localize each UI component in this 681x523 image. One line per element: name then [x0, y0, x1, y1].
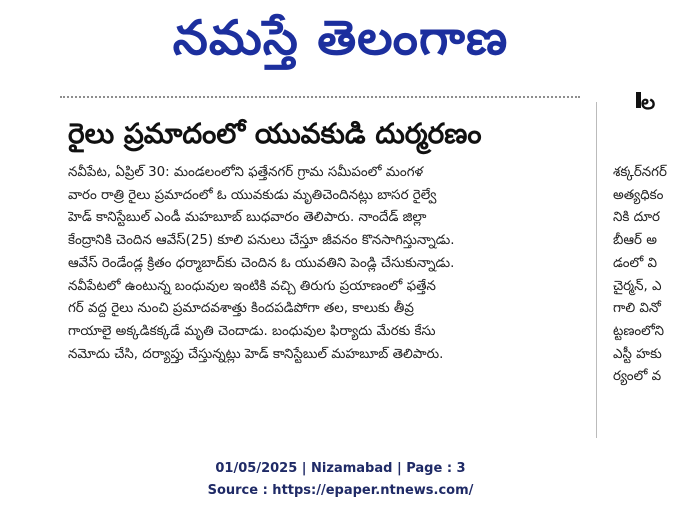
- source-footer: [0, 458, 681, 502]
- newspaper-clipping: [60, 92, 681, 438]
- side-line: చైర్మన్, ఎ: [613, 278, 662, 294]
- article-line: హెడ్ కానిస్టేబుల్ ఎండీ మహబూబ్ బుధవారం తెలిపారు. నాందేడ్ జిల్లా: [68, 210, 427, 226]
- column-divider: [596, 102, 597, 438]
- adjacent-headline-fragment: ల: [636, 92, 681, 108]
- article-line: నమోదు చేసి, దర్యాప్తు చేస్తున్నట్లు హెడ్ కానిస్టేబుల్ మహబూబ్ తెలిపారు.: [68, 346, 444, 362]
- article-line: నవీపేట, ఏప్రిల్ 30: మండలంలోని ఫత్తేనగర్ గ్రామ సమీపంలో మంగళ: [68, 165, 424, 180]
- side-line: బీఆర్ అ: [613, 233, 657, 249]
- side-line: నికి దూర: [613, 210, 660, 226]
- side-line: డంలో వి: [613, 255, 658, 271]
- cut-off-text-edge: [60, 96, 580, 104]
- source-url: Source : https://epaper.ntnews.com/: [207, 483, 474, 498]
- article-line: ఆవేస్ రెండేండ్ల క్రితం ధర్మాబాద్‌కు చెందిన ఓ యువతిని పెండ్లి చేసుకున్నాడు.: [68, 255, 455, 271]
- side-line: ఎస్టీ హకు: [613, 346, 662, 362]
- article-body: [68, 162, 588, 366]
- article-line: కేంద్రానికి చెందిన ఆవేస్(25) కూలి పనులు చేస్తూ జీవనం కొనసాగిస్తున్నాడు.: [68, 233, 455, 249]
- article-line: గాయాలై అక్కడికక్కడే మృతి చెందాడు. బంధువుల ఫిర్యాదు మేరకు కేసు: [68, 323, 436, 339]
- side-line: అత్యధికం: [613, 187, 664, 203]
- article-headline: రైలు ప్రమాదంలో యువకుడి దుర్మరణం: [68, 117, 482, 150]
- side-line: శక్కర్‌నగర్: [613, 165, 667, 180]
- adjacent-column-fragment: [613, 162, 681, 389]
- masthead-title: నమస్తే తెలంగాణ: [172, 10, 509, 66]
- edition-info: 01/05/2025 | Nizamabad | Page : 3: [215, 461, 466, 476]
- newspaper-masthead: [0, 2, 681, 80]
- side-line: గాలి వినో: [613, 301, 661, 317]
- side-line: ర్యంలో వ: [613, 369, 662, 385]
- article-line: వారం రాత్రి రైలు ప్రమాదంలో ఓ యువకుడు మృతిచెందినట్లు బాసర రైల్వే: [68, 187, 437, 203]
- article-line: నవీపేటలో ఉంటున్న బంధువుల ఇంటికి వచ్చి తిరుగు ప్రయాణంలో ఫత్తేన: [68, 278, 436, 294]
- side-line: ట్టణంలోని: [613, 323, 665, 339]
- article-line: గర్ వద్ద రైలు నుంచి ప్రమాదవశాత్తు కిందపడిపోగా తల, కాలుకు తీవ్ర: [68, 301, 414, 317]
